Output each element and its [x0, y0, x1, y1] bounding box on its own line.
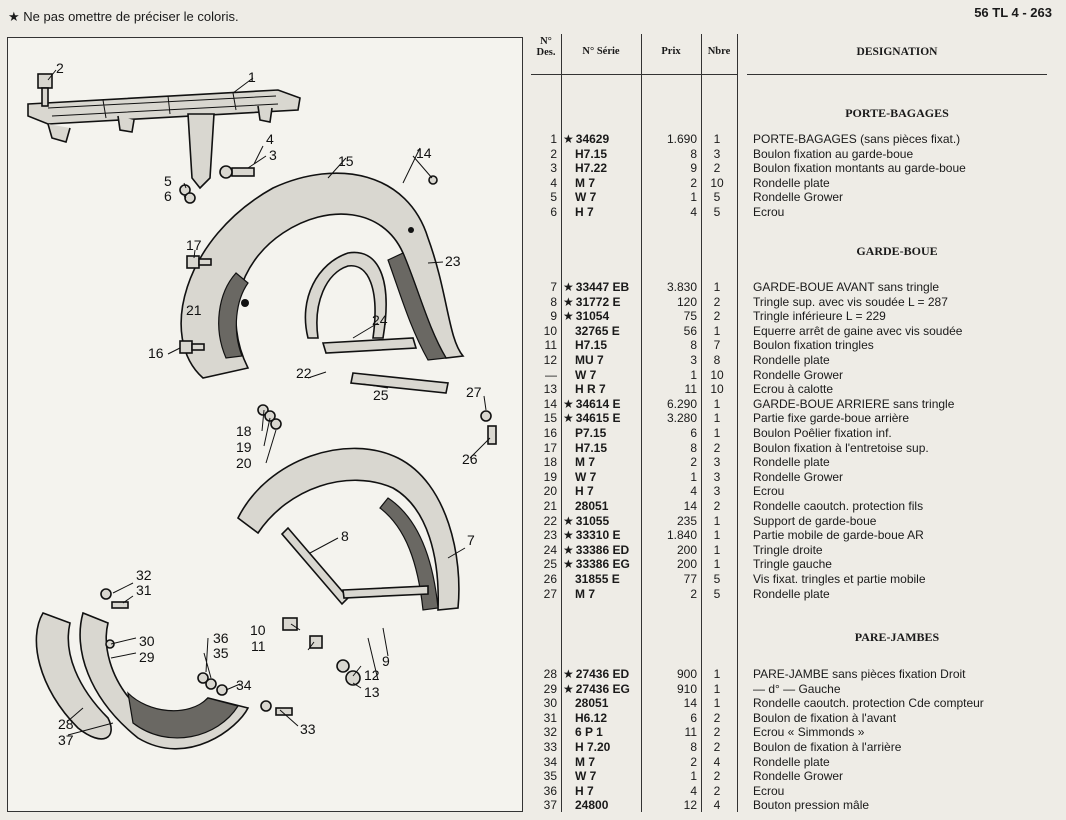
table-row — [531, 205, 1047, 220]
table-row — [531, 382, 1047, 397]
callout-12: 12 — [364, 667, 380, 683]
serial-number: M 7 — [575, 455, 596, 470]
color-note: ★ Ne pas omettre de préciser le coloris. — [8, 9, 239, 24]
ref-number: 23 — [543, 528, 557, 543]
ref-number: 5 — [550, 190, 557, 205]
price: 8 — [690, 338, 697, 353]
callout-20: 20 — [236, 455, 252, 471]
quantity: 1 — [713, 323, 721, 338]
page-reference: 56 TL 4 - 263 — [974, 5, 1052, 20]
price: 120 — [676, 294, 697, 309]
quantity: 5 — [713, 190, 721, 205]
star-icon: ★ — [563, 396, 574, 411]
header-nbre: Nbre — [707, 46, 731, 57]
price: 8 — [690, 740, 697, 754]
ref-number: 4 — [550, 175, 557, 190]
table-row — [531, 309, 1047, 324]
star-icon: ★ — [563, 667, 574, 681]
designation: Rondelle plate — [753, 175, 830, 190]
serial-number: H7.15 — [575, 440, 608, 455]
price: 14 — [683, 696, 697, 711]
designation: PORTE-BAGAGES (sans pièces fixat.) — [753, 132, 961, 146]
price: 2 — [690, 175, 697, 190]
serial-number: 33447 EB — [575, 280, 630, 294]
quantity: 1 — [713, 426, 721, 440]
callout-24: 24 — [372, 312, 388, 328]
callout-33: 33 — [300, 721, 316, 737]
serial-number: 31772 E — [575, 294, 621, 309]
ref-number: 13 — [543, 382, 557, 397]
serial-number: M 7 — [575, 754, 596, 769]
designation: Tringle inférieure L = 229 — [753, 309, 886, 324]
serial-number: 31855 E — [575, 572, 620, 586]
designation: Tringle sup. avec vis soudée L = 287 — [753, 294, 948, 309]
quantity: 3 — [713, 455, 721, 470]
quantity: 2 — [713, 161, 721, 176]
callout-28: 28 — [58, 716, 74, 732]
quantity: 10 — [710, 382, 724, 397]
price: 1 — [690, 469, 697, 484]
ref-number: 21 — [543, 499, 557, 513]
table-row — [531, 411, 1047, 426]
designation: Rondelle plate — [753, 754, 830, 769]
designation: Boulon de fixation à l'arrière — [753, 740, 902, 754]
designation: Ecrou « Simmonds » — [753, 725, 865, 740]
table-row — [531, 353, 1047, 368]
serial-number: W 7 — [575, 367, 597, 382]
serial-number: 34629 — [575, 132, 610, 146]
serial-number: 24800 — [575, 798, 609, 813]
designation: Rondelle Grower — [753, 769, 844, 784]
designation: Partie mobile de garde-boue AR — [753, 528, 924, 543]
ref-number: 27 — [543, 586, 557, 601]
serial-number: H 7 — [575, 783, 594, 798]
price: 200 — [676, 557, 697, 572]
serial-number: W 7 — [575, 469, 597, 484]
serial-number: H 7 — [575, 205, 594, 219]
serial-number: MU 7 — [575, 353, 604, 367]
star-icon: ★ — [563, 280, 574, 294]
serial-number: 28051 — [575, 499, 609, 513]
ref-number: 36 — [543, 783, 557, 798]
serial-number: 32765 E — [575, 323, 620, 338]
callout-3: 3 — [269, 147, 277, 163]
table-row — [531, 484, 1047, 499]
callout-32: 32 — [136, 567, 152, 583]
table-row — [531, 441, 1047, 456]
table-row — [531, 324, 1047, 339]
table-row — [531, 161, 1047, 176]
serial-number: W 7 — [575, 769, 597, 784]
callout-35: 35 — [213, 645, 229, 661]
ref-number: 6 — [550, 205, 557, 219]
table-row — [531, 499, 1047, 514]
callout-27: 27 — [466, 384, 482, 400]
designation: Boulon fixation montants au garde-boue — [753, 161, 966, 176]
ref-number: 20 — [543, 484, 557, 499]
price: 11 — [684, 382, 697, 397]
table-row — [531, 682, 1047, 697]
callout-26: 26 — [462, 451, 478, 467]
callout-18: 18 — [236, 423, 252, 439]
designation: Equerre arrêt de gaine avec vis soudée — [753, 323, 963, 338]
quantity: 2 — [713, 769, 721, 784]
price: 4 — [690, 783, 697, 798]
price: 6.290 — [666, 396, 697, 411]
table-row — [531, 470, 1047, 485]
section-title: PARE-JAMBES — [854, 630, 940, 644]
callout-9: 9 — [382, 653, 390, 669]
quantity: 1 — [713, 132, 721, 146]
ref-number: 37 — [543, 798, 557, 813]
star-icon: ★ — [563, 542, 574, 557]
designation: Ecrou — [753, 783, 785, 798]
table-row — [531, 426, 1047, 441]
callout-17: 17 — [186, 237, 202, 253]
designation: Partie fixe garde-boue arrière — [753, 411, 910, 426]
table-row — [531, 338, 1047, 353]
ref-number: 32 — [543, 725, 557, 740]
serial-number: 33386 ED — [575, 542, 630, 557]
price: 14 — [683, 499, 697, 513]
table-row — [531, 755, 1047, 770]
callout-31: 31 — [136, 582, 152, 598]
designation: Bouton pression mâle — [753, 798, 870, 813]
price: 1.840 — [666, 528, 697, 543]
price: 8 — [690, 440, 697, 455]
callout-5: 5 — [164, 173, 172, 189]
price: 3.280 — [666, 411, 697, 426]
quantity: 1 — [713, 528, 721, 543]
ref-number: 18 — [543, 455, 557, 470]
ref-number: 16 — [543, 426, 557, 440]
callout-34: 34 — [236, 677, 252, 693]
table-row — [531, 397, 1047, 412]
serial-number: H6.12 — [575, 710, 608, 725]
price: 1.690 — [666, 132, 697, 146]
table-row — [531, 696, 1047, 711]
price: 1 — [690, 367, 697, 382]
callout-4: 4 — [266, 131, 274, 147]
quantity: 3 — [713, 484, 721, 499]
quantity: 1 — [713, 411, 721, 426]
ref-number: 10 — [543, 323, 557, 338]
price: 2 — [690, 455, 697, 470]
price: 3.830 — [666, 280, 697, 294]
ref-number: 26 — [543, 572, 557, 586]
table-row — [531, 190, 1047, 205]
star-icon: ★ — [563, 528, 574, 543]
serial-number: H 7.20 — [575, 740, 611, 754]
designation: — d° — Gauche — [753, 681, 841, 696]
quantity: 2 — [713, 725, 721, 740]
price: 8 — [690, 146, 697, 161]
table-row — [531, 711, 1047, 726]
table-row — [531, 667, 1047, 682]
quantity: 1 — [713, 280, 721, 294]
quantity: 10 — [710, 367, 724, 382]
parts-table — [531, 34, 1047, 812]
designation: Boulon fixation au garde-boue — [753, 146, 914, 161]
table-row — [531, 798, 1047, 813]
callout-29: 29 — [139, 649, 155, 665]
price: 1 — [690, 190, 697, 205]
quantity: 1 — [713, 542, 721, 557]
ref-number: 24 — [543, 542, 557, 557]
serial-number: 34615 E — [575, 411, 621, 426]
callout-22: 22 — [296, 365, 312, 381]
designation: Rondelle caoutch. protection fils — [753, 499, 924, 513]
quantity: 3 — [713, 469, 721, 484]
designation: Ecrou à calotte — [753, 382, 834, 397]
ref-number: 2 — [550, 146, 557, 161]
serial-number: 34614 E — [575, 396, 621, 411]
table-row — [531, 455, 1047, 470]
callout-19: 19 — [236, 439, 252, 455]
header-num: N° Des. — [536, 36, 556, 58]
designation: Boulon Poêlier fixation inf. — [753, 426, 892, 440]
designation: Rondelle plate — [753, 455, 830, 470]
quantity: 10 — [710, 175, 724, 190]
ref-number: 8 — [550, 294, 557, 309]
ref-number: 34 — [543, 754, 557, 769]
designation: Support de garde-boue — [753, 513, 877, 528]
designation: Tringle droite — [753, 542, 823, 557]
table-row — [531, 740, 1047, 755]
price: 900 — [676, 667, 697, 681]
table-row — [531, 514, 1047, 529]
table-row — [531, 132, 1047, 147]
quantity: 5 — [713, 572, 721, 586]
parts-drawing — [8, 38, 522, 811]
star-icon: ★ — [563, 513, 574, 528]
designation: Boulon fixation tringles — [753, 338, 874, 353]
serial-number: H7.22 — [575, 161, 608, 176]
callout-6: 6 — [164, 188, 172, 204]
serial-number: 33310 E — [575, 528, 621, 543]
ref-number: 28 — [543, 667, 557, 681]
designation: Ecrou — [753, 205, 785, 219]
price: 3 — [690, 353, 697, 367]
quantity: 1 — [713, 667, 721, 681]
serial-number: 33386 EG — [575, 557, 630, 572]
exploded-parts-diagram — [7, 37, 523, 812]
serial-number: 6 P 1 — [575, 725, 603, 740]
quantity: 1 — [713, 557, 721, 572]
designation: Rondelle plate — [753, 586, 830, 601]
designation: Rondelle Grower — [753, 367, 844, 382]
table-row — [531, 295, 1047, 310]
quantity: 3 — [713, 146, 721, 161]
serial-number: M 7 — [575, 586, 596, 601]
table-row — [531, 368, 1047, 383]
callout-23: 23 — [445, 253, 461, 269]
price: 6 — [690, 426, 697, 440]
callout-10: 10 — [250, 622, 266, 638]
designation: GARDE-BOUE ARRIERE sans tringle — [753, 396, 955, 411]
price: 2 — [690, 754, 697, 769]
ref-number: 7 — [550, 280, 557, 294]
designation: Rondelle Grower — [753, 469, 844, 484]
price: 56 — [683, 323, 697, 338]
luggage-rack-drawing — [28, 74, 300, 188]
designation: GARDE-BOUE AVANT sans tringle — [753, 280, 940, 294]
callout-37: 37 — [58, 732, 74, 748]
header-serie: N° Série — [582, 46, 620, 57]
price: 4 — [690, 205, 697, 219]
table-row — [531, 587, 1047, 602]
serial-number: M 7 — [575, 175, 596, 190]
serial-number: 28051 — [575, 696, 609, 711]
price: 200 — [676, 542, 697, 557]
table-row — [531, 528, 1047, 543]
table-row — [531, 147, 1047, 162]
star-icon: ★ — [563, 557, 574, 572]
designation: Ecrou — [753, 484, 785, 499]
serial-number: H 7 — [575, 484, 594, 499]
ref-number: — — [545, 367, 557, 382]
designation: Rondelle plate — [753, 353, 830, 367]
serial-number: P7.15 — [575, 426, 607, 440]
price: 9 — [690, 161, 697, 176]
quantity: 2 — [713, 783, 721, 798]
callout-1: 1 — [248, 69, 256, 85]
quantity: 2 — [713, 309, 721, 324]
designation: Vis fixat. tringles et partie mobile — [753, 572, 926, 586]
price: 6 — [690, 710, 697, 725]
price: 235 — [676, 513, 697, 528]
serial-number: 27436 ED — [575, 667, 630, 681]
ref-number: 9 — [550, 309, 557, 324]
ref-number: 22 — [543, 513, 557, 528]
table-row — [531, 769, 1047, 784]
serial-number: 31054 — [575, 309, 610, 324]
quantity: 1 — [713, 513, 721, 528]
callout-30: 30 — [139, 633, 155, 649]
callout-7: 7 — [467, 532, 475, 548]
callout-21: 21 — [186, 302, 202, 318]
quantity: 2 — [713, 499, 721, 513]
quantity: 7 — [713, 338, 721, 353]
star-icon: ★ — [563, 309, 574, 324]
star-icon: ★ — [563, 132, 574, 146]
ref-number: 1 — [550, 132, 557, 146]
serial-number: W 7 — [575, 190, 597, 205]
callout-14: 14 — [416, 145, 432, 161]
designation: Boulon fixation à l'entretoise sup. — [753, 440, 929, 455]
ref-number: 29 — [543, 681, 557, 696]
ref-number: 25 — [543, 557, 557, 572]
callout-25: 25 — [373, 387, 389, 403]
table-row — [531, 557, 1047, 572]
table-row — [531, 280, 1047, 295]
table-row — [531, 543, 1047, 558]
price: 2 — [690, 586, 697, 601]
price: 11 — [684, 725, 697, 740]
callout-15: 15 — [338, 153, 354, 169]
serial-number: 27436 EG — [575, 681, 630, 696]
ref-number: 3 — [550, 161, 557, 176]
ref-number: 12 — [543, 353, 557, 367]
callout-2: 2 — [56, 60, 64, 76]
quantity: 2 — [713, 740, 721, 754]
table-row — [531, 572, 1047, 587]
callout-11: 11 — [251, 638, 266, 654]
ref-number: 15 — [543, 411, 557, 426]
ref-number: 11 — [544, 338, 557, 353]
section-title: PORTE-BAGAGES — [845, 106, 949, 120]
price: 77 — [683, 572, 697, 586]
ref-number: 19 — [543, 469, 557, 484]
quantity: 1 — [713, 396, 721, 411]
designation: Boulon de fixation à l'avant — [753, 710, 897, 725]
price: 910 — [676, 681, 697, 696]
price: 1 — [690, 769, 697, 784]
ref-number: 31 — [543, 710, 557, 725]
price: 4 — [690, 484, 697, 499]
star-icon: ★ — [563, 294, 574, 309]
ref-number: 33 — [543, 740, 557, 754]
quantity: 4 — [713, 754, 721, 769]
ref-number: 14 — [543, 396, 557, 411]
table-row — [531, 176, 1047, 191]
designation: PARE-JAMBE sans pièces fixation Droit — [753, 667, 966, 681]
table-row — [531, 784, 1047, 799]
table-row — [531, 725, 1047, 740]
designation: Tringle gauche — [753, 557, 832, 572]
header-prix: Prix — [661, 46, 681, 57]
callout-36: 36 — [213, 630, 229, 646]
serial-number: 31055 — [575, 513, 610, 528]
star-icon: ★ — [563, 681, 574, 696]
ref-number: 30 — [543, 696, 557, 711]
ref-number: 35 — [543, 769, 557, 784]
designation: Rondelle caoutch. protection Cde compteur — [753, 696, 984, 711]
serial-number: H R 7 — [575, 382, 606, 397]
callout-13: 13 — [364, 684, 380, 700]
callout-16: 16 — [148, 345, 164, 361]
designation: Rondelle Grower — [753, 190, 844, 205]
ref-number: 17 — [543, 440, 557, 455]
quantity: 5 — [713, 205, 721, 219]
serial-number: H7.15 — [575, 146, 608, 161]
quantity: 1 — [713, 696, 721, 711]
serial-number: H7.15 — [575, 338, 608, 353]
price: 12 — [683, 798, 697, 813]
header-designation: DESIGNATION — [856, 46, 938, 58]
quantity: 1 — [713, 681, 721, 696]
quantity: 4 — [713, 798, 721, 813]
quantity: 2 — [713, 710, 721, 725]
callout-8: 8 — [341, 528, 349, 544]
section-title: GARDE-BOUE — [856, 244, 938, 258]
quantity: 2 — [713, 440, 721, 455]
price: 75 — [683, 309, 697, 324]
quantity: 2 — [713, 294, 721, 309]
hardware-drawing — [101, 166, 496, 715]
star-icon: ★ — [563, 411, 574, 426]
quantity: 8 — [713, 353, 721, 367]
quantity: 5 — [713, 586, 721, 601]
